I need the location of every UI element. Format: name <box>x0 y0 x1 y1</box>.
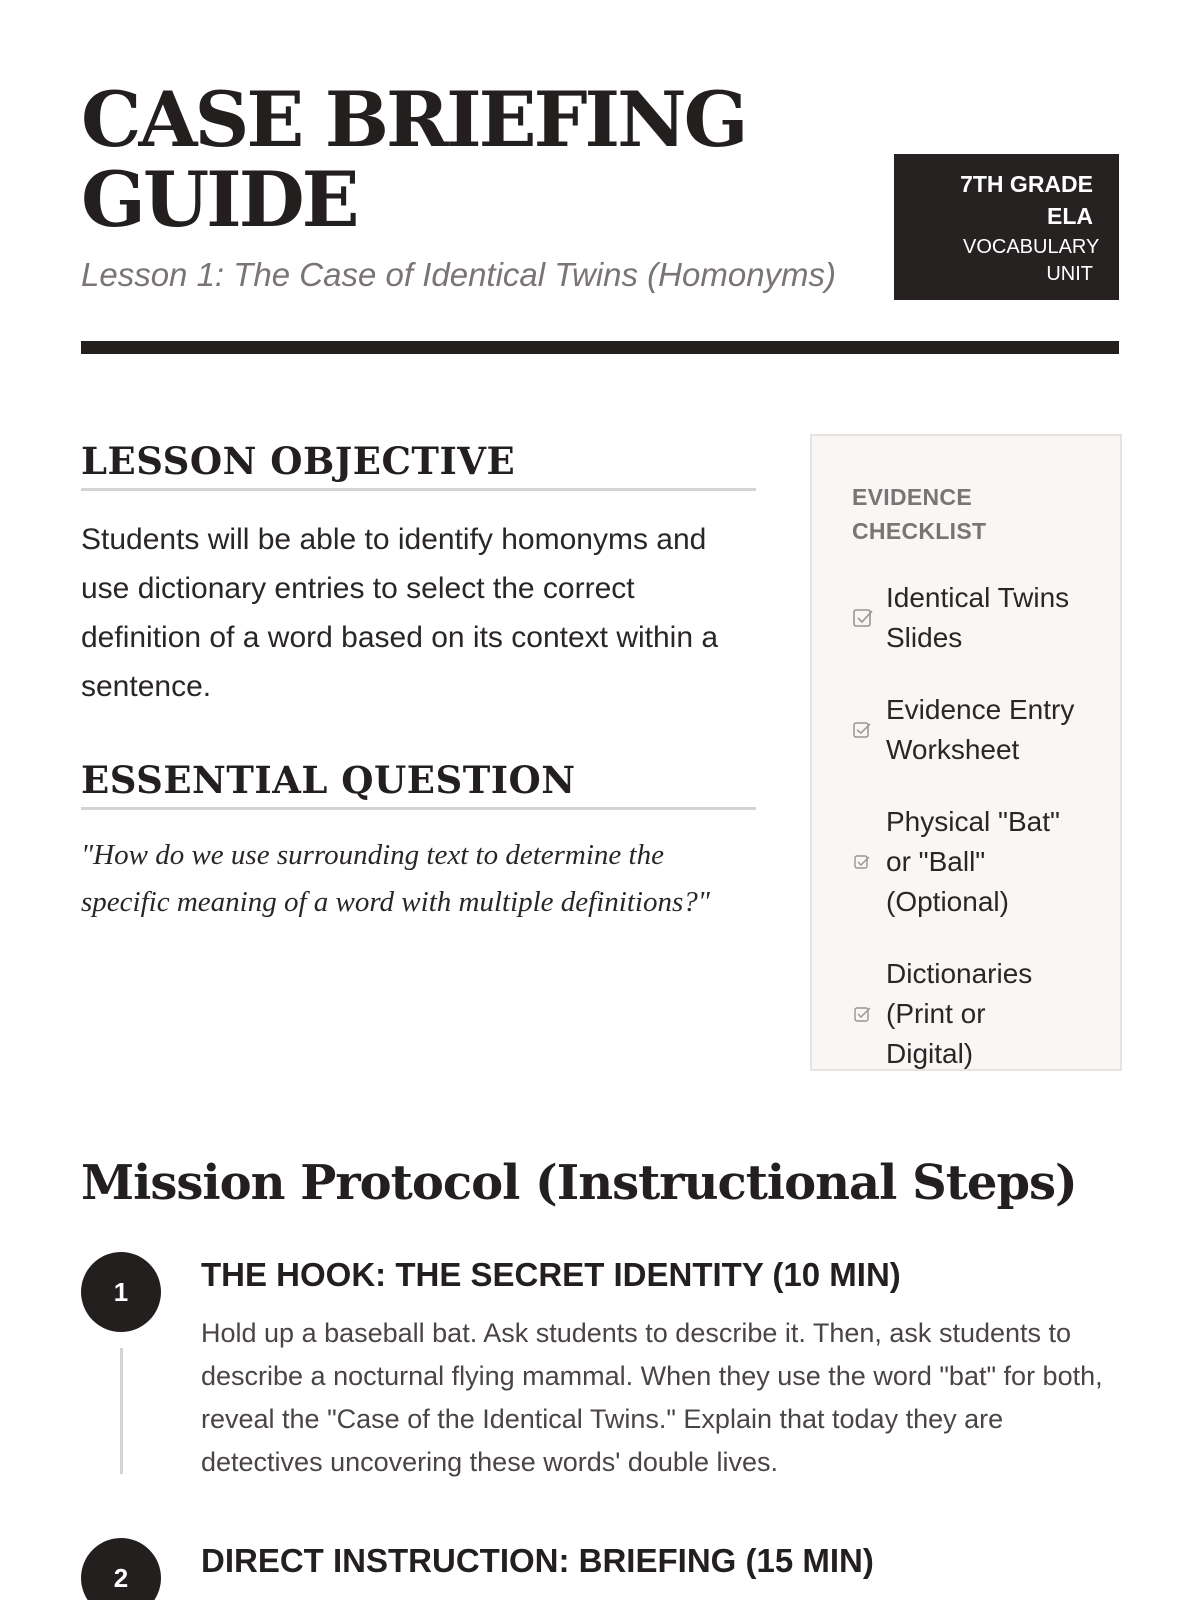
checklist-item-label: Dictionaries (Print or Digital) <box>886 958 1033 1069</box>
step-content <box>201 1252 1106 1484</box>
essential-question-heading: ESSENTIAL QUESTION <box>81 755 756 810</box>
essential-question-text: "How do we use surrounding text to determine the specific meaning of a word with multiple definitions?" <box>81 839 710 918</box>
checkbox-icon <box>852 607 874 629</box>
checkbox-icon <box>852 851 874 873</box>
step-number-badge: 1 <box>81 1252 161 1332</box>
step-number-badge: 2 <box>81 1538 161 1600</box>
evidence-checklist <box>810 434 1122 1071</box>
lesson-details <box>81 436 756 926</box>
checkbox-icon <box>852 719 874 741</box>
checklist-item[interactable] <box>852 802 1090 922</box>
checklist-title: EVIDENCE CHECKLIST <box>852 484 987 544</box>
page-title: CASE BRIEFING GUIDE <box>81 75 746 244</box>
step-connector-line <box>120 1348 123 1474</box>
checklist-item[interactable] <box>852 578 1090 658</box>
page-header <box>81 0 1119 340</box>
step-title: THE HOOK: THE SECRET IDENTITY (10 MIN) <box>201 1256 901 1293</box>
step-title: DIRECT INSTRUCTION: BRIEFING (15 MIN) <box>201 1542 874 1579</box>
checklist-item-label: Physical "Bat" or "Ball" (Optional) <box>886 806 1060 917</box>
grade-badge-level: 7TH GRADE ELA <box>960 171 1093 229</box>
step-description: Hold up a baseball bat. Ask students to describe it. Then, ask students to describe a nocturnal flying mammal. When they use the word "bat" for both, reveal the "Case of the Identical Twins." Explain that today they are detectives uncovering these words' double lives. <box>201 1318 1103 1477</box>
grade-badge-unit: VOCABULARY UNIT <box>963 236 1100 285</box>
checklist-item-label: Evidence Entry Worksheet <box>886 694 1075 765</box>
mission-protocol-title: Mission Protocol (Instructional Steps) <box>81 1155 1077 1211</box>
objective-section <box>81 436 756 711</box>
header-divider <box>81 341 1119 354</box>
checklist-item[interactable] <box>852 690 1090 770</box>
lesson-subtitle: Lesson 1: The Case of Identical Twins (Homonyms) <box>81 256 837 293</box>
grade-badge <box>894 154 1119 300</box>
objective-text: Students will be able to identify homonyms and use dictionary entries to select the correct definition of a word based on its context within a sentence. <box>81 523 719 703</box>
checkbox-icon <box>852 1003 874 1025</box>
checklist-item[interactable] <box>852 954 1090 1074</box>
step-content <box>201 1538 1106 1584</box>
objective-heading: LESSON OBJECTIVE <box>81 436 756 491</box>
checklist-item-label: Identical Twins Slides <box>886 582 1070 653</box>
essential-question-section <box>81 755 756 926</box>
